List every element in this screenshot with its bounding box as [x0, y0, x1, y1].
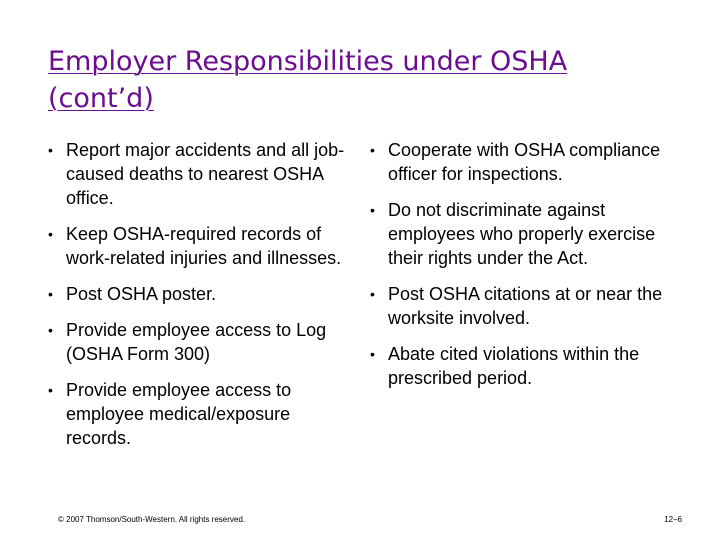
bullet-icon: •	[370, 142, 375, 158]
bullet-text: Provide employee access to Log (OSHA Form 300)	[66, 320, 327, 364]
bullet-text: Post OSHA poster.	[66, 284, 217, 304]
right-bullet-list	[370, 138, 670, 390]
bullet-icon: •	[48, 382, 53, 398]
bullet-icon: •	[48, 322, 53, 338]
bullet-item	[370, 138, 670, 186]
bullet-text: Abate cited violations within the prescribed period.	[388, 344, 640, 388]
bullet-icon: •	[370, 346, 375, 362]
bullet-item	[48, 138, 348, 210]
footer-page-number: 12–6	[664, 515, 682, 524]
bullet-text: Cooperate with OSHA compliance officer for inspections.	[388, 140, 661, 184]
bullet-icon: •	[48, 142, 53, 158]
bullet-text: Report major accidents and all job-caused deaths to nearest OSHA office.	[66, 140, 345, 208]
bullet-item	[48, 222, 348, 270]
bullet-item	[48, 282, 348, 306]
slide-title: Employer Responsibilities under OSHA (cont’d)	[48, 46, 568, 114]
bullet-item	[370, 198, 670, 270]
left-bullet-list	[48, 138, 348, 450]
bullet-text: Provide employee access to employee medical/exposure records.	[66, 380, 292, 448]
bullet-item	[370, 342, 670, 390]
bullet-item	[370, 282, 670, 330]
bullet-text: Post OSHA citations at or near the worksite involved.	[388, 284, 663, 328]
bullet-icon: •	[370, 202, 375, 218]
bullet-text: Keep OSHA-required records of work-related injuries and illnesses.	[66, 224, 342, 268]
bullet-item	[48, 378, 348, 450]
bullet-text: Do not discriminate against employees who properly exercise their rights under the Act.	[388, 200, 656, 268]
footer-copyright: © 2007 Thomson/South-Western. All rights reserved.	[58, 515, 246, 524]
bullet-icon: •	[48, 286, 53, 302]
bullet-icon: •	[48, 226, 53, 242]
bullet-icon: •	[370, 286, 375, 302]
bullet-item	[48, 318, 348, 366]
